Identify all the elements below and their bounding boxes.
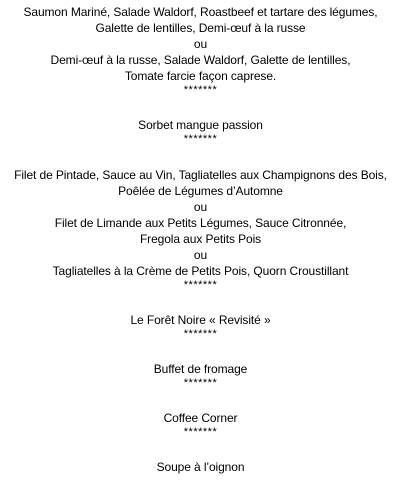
sorbet-line: Sorbet mangue passion: [138, 118, 263, 132]
soupe-line: Soupe à l’oignon: [156, 460, 245, 474]
entree-line-2: Galette de lentilles, Demi-œuf à la russe: [95, 21, 306, 35]
plat-line-1: Filet de Pintade, Sauce au Vin, Tagliatelles aux Champignons des Bois,: [14, 168, 387, 182]
plat-line-5: Tagliatelles à la Crème de Petits Pois, Quorn Croustillant: [52, 264, 349, 278]
separator-1: *******: [183, 84, 218, 96]
plat-line-3: Filet de Limande aux Petits Légumes, Sauce Citronnée,: [54, 216, 347, 230]
spacer: [0, 391, 401, 410]
plat-line-2: Poêlée de Légumes d’Automne: [118, 184, 283, 198]
separator-6: *******: [183, 426, 218, 438]
separator-3: *******: [183, 279, 218, 291]
fromage-line: Buffet de fromage: [153, 362, 248, 376]
spacer: [0, 98, 401, 117]
entree-line-4: Tomate farcie façon caprese.: [124, 69, 277, 83]
entree-line-3: Demi-œuf à la russe, Salade Waldorf, Galette de lentilles,: [50, 53, 351, 67]
spacer: [0, 147, 401, 167]
spacer: [0, 342, 401, 361]
separator-5: *******: [183, 377, 218, 389]
dessert-line: Le Forêt Noire « Revisité »: [130, 313, 271, 327]
plat-or-1: ou: [193, 200, 208, 214]
plat-line-4: Fregola aux Petits Pois: [139, 232, 262, 246]
coffee-line: Coffee Corner: [163, 411, 238, 425]
separator-2: *******: [183, 133, 218, 145]
spacer: [0, 293, 401, 312]
entree-line-1: Saumon Mariné, Salade Waldorf, Roastbeef et tartare des légumes,: [23, 5, 378, 19]
separator-4: *******: [183, 328, 218, 340]
entree-or-1: ou: [193, 37, 208, 51]
plat-or-2: ou: [193, 248, 208, 262]
spacer: [0, 440, 401, 459]
